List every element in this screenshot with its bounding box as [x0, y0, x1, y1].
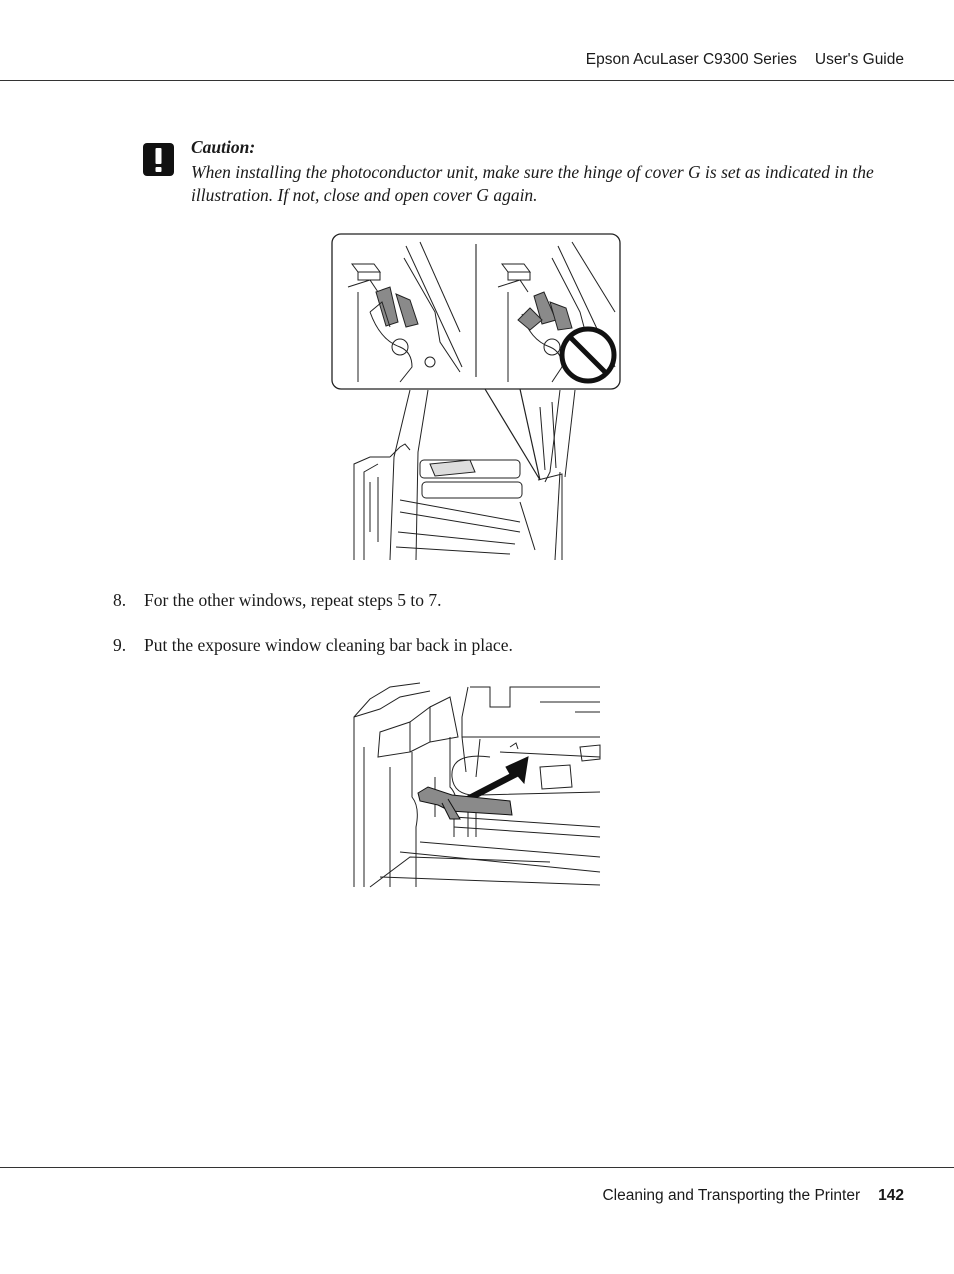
step-text: Put the exposure window cleaning bar back in place. [144, 635, 513, 655]
printer-interior-drawing [354, 390, 575, 560]
header-divider [0, 80, 954, 81]
header-guide: User's Guide [814, 51, 904, 68]
footer-section: Cleaning and Transporting the Printer [602, 1187, 861, 1204]
printer-interior-drawing [354, 683, 600, 887]
page-header [586, 51, 904, 69]
step-8 [113, 590, 441, 611]
prohibited-icon [562, 329, 614, 381]
step-number: 8. [113, 590, 127, 610]
exclamation-caution-icon [143, 143, 174, 176]
hinge-illustration [330, 232, 622, 560]
cleaning-bar-illustration [350, 677, 602, 889]
header-product: Epson AcuLaser C9300 Series [585, 51, 797, 68]
caution-title: Caution: [191, 137, 256, 157]
page-number: 142 [878, 1187, 904, 1204]
step-number: 9. [113, 635, 127, 655]
caution-text: When installing the photoconductor unit, make sure the hinge of cover G is set as indicated in the illustration. If not, close and open cover G again. [191, 162, 874, 205]
step-9 [113, 635, 513, 656]
page-footer [602, 1187, 904, 1205]
cleaning-bar-part [418, 787, 512, 819]
step-text: For the other windows, repeat steps 5 to 7. [144, 590, 442, 610]
footer-divider [0, 1167, 954, 1168]
